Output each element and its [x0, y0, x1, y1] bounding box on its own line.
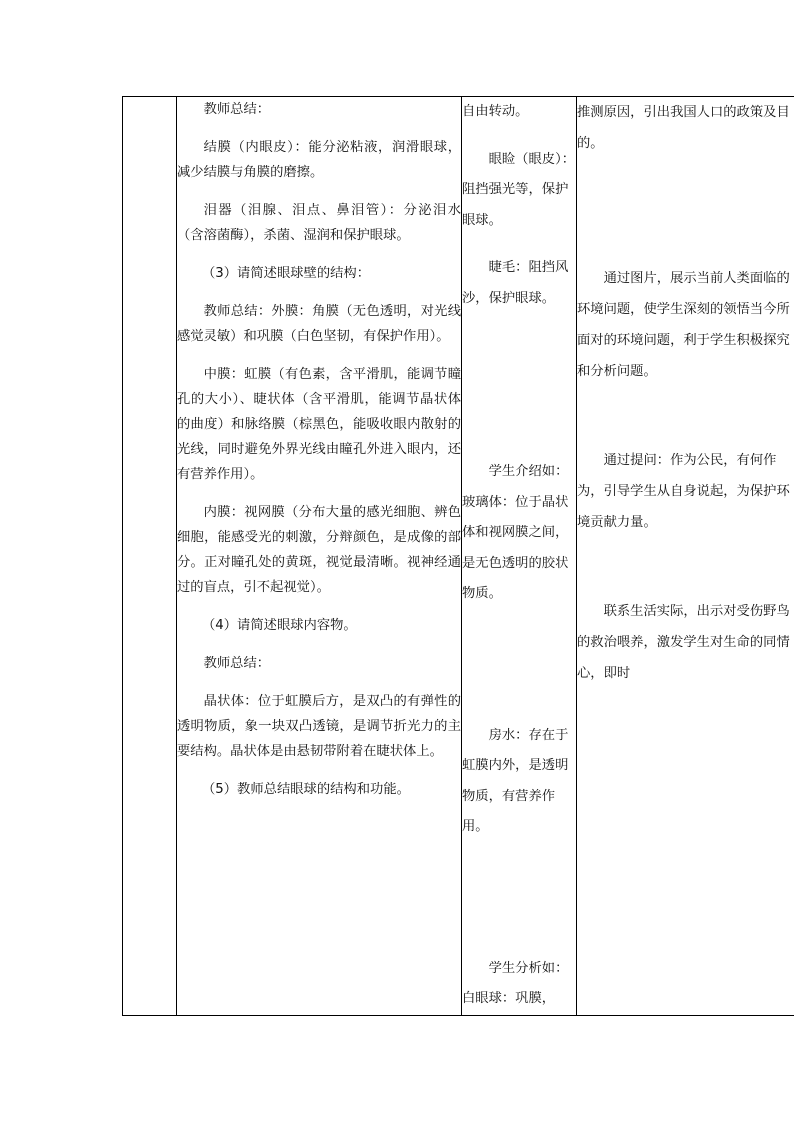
outer-membrane-text: 教师总结：外膜：角膜（无色透明，对光线感觉灵敏）和巩膜（白色坚韧，有保护作用）。: [177, 304, 461, 344]
teacher-summary-label-2: 教师总结：: [203, 656, 271, 671]
question-5: （5）教师总结眼球的结构和功能。: [202, 782, 410, 797]
question-3: （3）请简述眼球壁的结构：: [202, 266, 371, 281]
intent-population-text: 推测原因，引出我国人口的政策及目的。: [577, 105, 790, 151]
student-activity-cell: [462, 97, 577, 1016]
sclera-text: 学生分析如：白眼球：巩膜，: [462, 960, 569, 1006]
blank-cell: [123, 97, 177, 1016]
middle-membrane-text: 中膜：虹膜（有色素，含平滑肌，能调节瞳孔的大小）、睫状体（含平滑肌，能调节晶状体的曲度）和脉络膜（棕黑色，能吸收眼内散射的光线，同时避免外界光线由瞳孔外进入眼内，还有营养作用）。: [177, 367, 461, 482]
aqueous-text: 房水：存在于虹膜内外，是透明物质，有营养作用。: [462, 727, 569, 834]
lesson-plan-table: [122, 96, 794, 1016]
inner-membrane-text: 内膜：视网膜（分布大量的感光细胞、辨色细胞，能感受光的刺激，分辩颜色，是成像的部分。正对瞳孔处的黄斑，视觉最清晰。视神经通过的盲点，引不起视觉）。: [177, 505, 461, 595]
lacrimal-text: 泪器（泪腺、泪点、鼻泪管）：分泌泪水（含溶菌酶），杀菌、湿润和保护眼球。: [177, 203, 461, 243]
teacher-activity-cell: [177, 97, 462, 1016]
rotation-text: 自由转动。: [462, 104, 529, 119]
intent-environment-text: 通过图片，展示当前人类面临的环境问题，使学生深刻的领悟当今所面对的环境问题，利于学生积极探究和分析问题。: [577, 271, 790, 379]
question-4: （4）请简述眼球内容物。: [202, 618, 357, 633]
intent-citizen-text: 通过提问：作为公民，有何作为，引导学生从自身说起，为保护环境贡献力量。: [577, 453, 790, 530]
intent-life-text: 联系生活实际，出示对受伤野鸟的救治喂养，激发学生对生命的同情心，即时: [577, 604, 790, 681]
table-row: [123, 97, 794, 1016]
vitreous-text: 学生介绍如：玻璃体：位于晶状体和视网膜之间，是无色透明的胶状物质。: [462, 464, 569, 601]
lens-text: 晶状体：位于虹膜后方，是双凸的有弹性的透明物质，象一块双凸透镜，是调节折光力的主要结构。晶状体是由悬韧带附着在睫状体上。: [177, 694, 461, 759]
conjunctiva-text: 结膜（内眼皮）：能分泌粘液，润滑眼球，减少结膜与角膜的磨擦。: [177, 140, 461, 180]
teacher-summary-label: 教师总结：: [203, 102, 271, 117]
eyelid-text: 眼睑（眼皮）：阻挡强光等，保护眼球。: [462, 151, 576, 228]
eyelash-text: 睫毛：阻挡风沙，保护眼球。: [462, 260, 569, 306]
design-intent-cell: [577, 97, 794, 1016]
